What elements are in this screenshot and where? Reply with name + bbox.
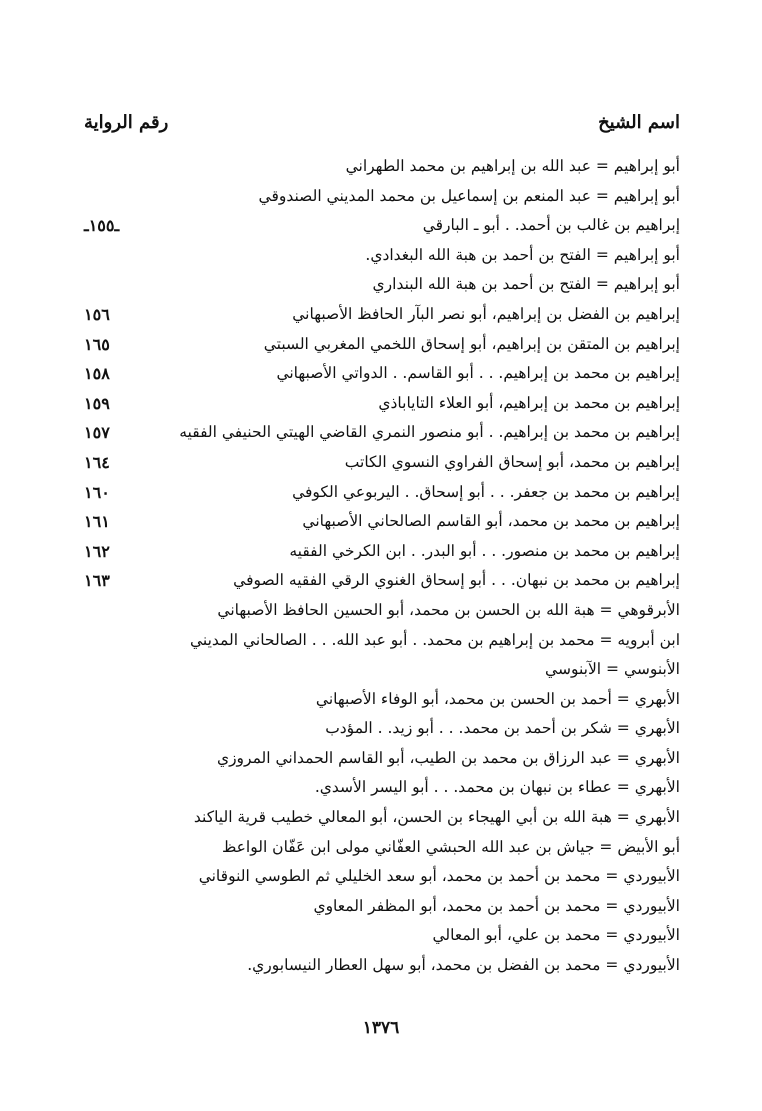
list-item bbox=[84, 833, 680, 863]
list-item bbox=[84, 626, 680, 656]
narration-number: ١٥٨ bbox=[84, 364, 110, 384]
entries-list bbox=[84, 152, 680, 981]
sheikh-name: الأبيوردي = محمد بن علي، أبو المعالي bbox=[432, 926, 680, 945]
narration-number: ١٦٥ bbox=[84, 334, 110, 354]
list-item bbox=[84, 892, 680, 922]
list-item bbox=[84, 300, 680, 330]
list-item bbox=[84, 182, 680, 212]
narration-number: ١٦٠ bbox=[84, 482, 110, 502]
narration-number: ـ١٥٥ـ bbox=[84, 216, 120, 236]
narration-number: ١٦٤ bbox=[84, 452, 110, 472]
list-item bbox=[84, 211, 680, 241]
narration-number: ١٥٧ bbox=[84, 423, 110, 443]
list-item bbox=[84, 951, 680, 981]
list-item bbox=[84, 862, 680, 892]
sheikh-name: الأبهري = أحمد بن الحسن بن محمد، أبو الوفاء الأصبهاني bbox=[315, 689, 680, 708]
narration-number: ١٥٩ bbox=[84, 393, 110, 413]
list-item bbox=[84, 537, 680, 567]
sheikh-name: إبراهيم بن الفضل بن إبراهيم، أبو نصر البآر الحافظ الأصبهاني bbox=[292, 304, 680, 323]
sheikh-name: إبراهيم بن محمد بن محمد، أبو القاسم الصالحاني الأصبهاني bbox=[302, 512, 680, 531]
list-item bbox=[84, 921, 680, 951]
list-item bbox=[84, 418, 680, 448]
sheikh-name: الأبيوردي = محمد بن أحمد بن محمد، أبو المظفر المعاوي bbox=[313, 896, 680, 915]
narration-number: ١٦٢ bbox=[84, 541, 110, 561]
header-narration-number: رقم الرواية bbox=[84, 112, 169, 133]
list-item bbox=[84, 507, 680, 537]
list-item bbox=[84, 389, 680, 419]
sheikh-name: إبراهيم بن محمد بن إبراهيم، أبو العلاء التاياباذي bbox=[378, 393, 680, 412]
narration-number: ١٦١ bbox=[84, 512, 110, 532]
sheikh-name: أبو إبراهيم = عبد الله بن إبراهيم بن محمد الطهراني bbox=[345, 157, 680, 175]
list-item bbox=[84, 448, 680, 478]
header-sheikh-name: اسم الشيخ bbox=[598, 112, 680, 133]
sheikh-name: الأبهري = شكر بن أحمد بن محمد. . . أبو زيد. . المؤدب bbox=[325, 719, 680, 738]
list-item bbox=[84, 359, 680, 389]
sheikh-name: إبراهيم بن المتقن بن إبراهيم، أبو إسحاق اللخمي المغربي السبتي bbox=[263, 334, 680, 353]
sheikh-name: الأبنوسي = الآبنوسي bbox=[545, 660, 680, 679]
list-item bbox=[84, 655, 680, 685]
sheikh-name: الأبرقوهي = هبة الله بن الحسن بن محمد، أبو الحسين الحافظ الأصبهاني bbox=[217, 600, 680, 619]
sheikh-name: إبراهيم بن محمد بن إبراهيم. . . أبو القاسم. . الدواتي الأصبهاني bbox=[276, 364, 680, 383]
list-item bbox=[84, 330, 680, 360]
sheikh-name: إبراهيم بن محمد بن منصور. . . أبو البدر. . ابن الكرخي الفقيه bbox=[289, 541, 680, 560]
sheikh-name: الأبهري = هبة الله بن أبي الهيجاء بن الحسن، أبو المعالي خطيب قرية الياكند bbox=[193, 808, 680, 827]
sheikh-name: الأبهري = عبد الرزاق بن محمد بن الطيب، أبو القاسم الحمداني المروزي bbox=[216, 748, 680, 767]
list-item bbox=[84, 566, 680, 596]
sheikh-name: إبراهيم بن محمد، أبو إسحاق الفراوي النسوي الكاتب bbox=[344, 452, 680, 471]
sheikh-name: أبو الأبيض = جياش بن عبد الله الحبشي العفّاني مولى ابن عَفّان الواعظ bbox=[221, 837, 680, 856]
sheikh-name: إبراهيم بن محمد بن إبراهيم. . أبو منصور النمري القاضي الهيتي الحنيفي الفقيه bbox=[179, 423, 680, 442]
list-item bbox=[84, 152, 680, 182]
sheikh-name: الأبيوردي = محمد بن أحمد بن محمد، أبو سعد الخليلي ثم الطوسي النوقاني bbox=[198, 867, 680, 886]
sheikh-name: إبراهيم بن محمد بن جعفر. . . أبو إسحاق. . اليربوعي الكوفي bbox=[292, 482, 680, 501]
sheikh-name: أبو إبراهيم = الفتح بن أحمد بن هبة الله البغدادي. bbox=[365, 245, 680, 264]
sheikh-name: إبراهيم بن محمد بن نبهان. . . أبو إسحاق الغنوي الرقي الفقيه الصوفي bbox=[233, 571, 680, 590]
sheikh-name: أبو إبراهيم = الفتح بن أحمد بن هبة الله البنداري bbox=[372, 275, 680, 294]
list-item bbox=[84, 773, 680, 803]
list-item bbox=[84, 744, 680, 774]
sheikh-name: أبو إبراهيم = عبد المنعم بن إسماعيل بن محمد المديني الصندوقي bbox=[258, 186, 680, 205]
list-item bbox=[84, 241, 680, 271]
sheikh-name: الأبهري = عطاء بن نبهان بن محمد. . . أبو اليسر الأسدي. bbox=[314, 778, 680, 797]
list-item bbox=[84, 270, 680, 300]
narration-number: ١٥٦ bbox=[84, 304, 110, 324]
list-item bbox=[84, 714, 680, 744]
list-item bbox=[84, 803, 680, 833]
column-header bbox=[84, 112, 680, 142]
list-item bbox=[84, 478, 680, 508]
sheikh-name: إبراهيم بن غالب بن أحمد. . أبو ـ البارقي bbox=[422, 216, 680, 235]
narration-number: ١٦٣ bbox=[84, 571, 110, 591]
list-item bbox=[84, 596, 680, 626]
list-item bbox=[84, 685, 680, 715]
page-number: ١٣٧٦ bbox=[362, 1018, 400, 1038]
sheikh-name: الأبيوردي = محمد بن الفضل بن محمد، أبو سهل العطار النيسابوري. bbox=[247, 956, 680, 975]
sheikh-name: ابن أبرويه = محمد بن إبراهيم بن محمد. . أبو عبد الله. . . الصالحاني المديني bbox=[190, 630, 680, 649]
